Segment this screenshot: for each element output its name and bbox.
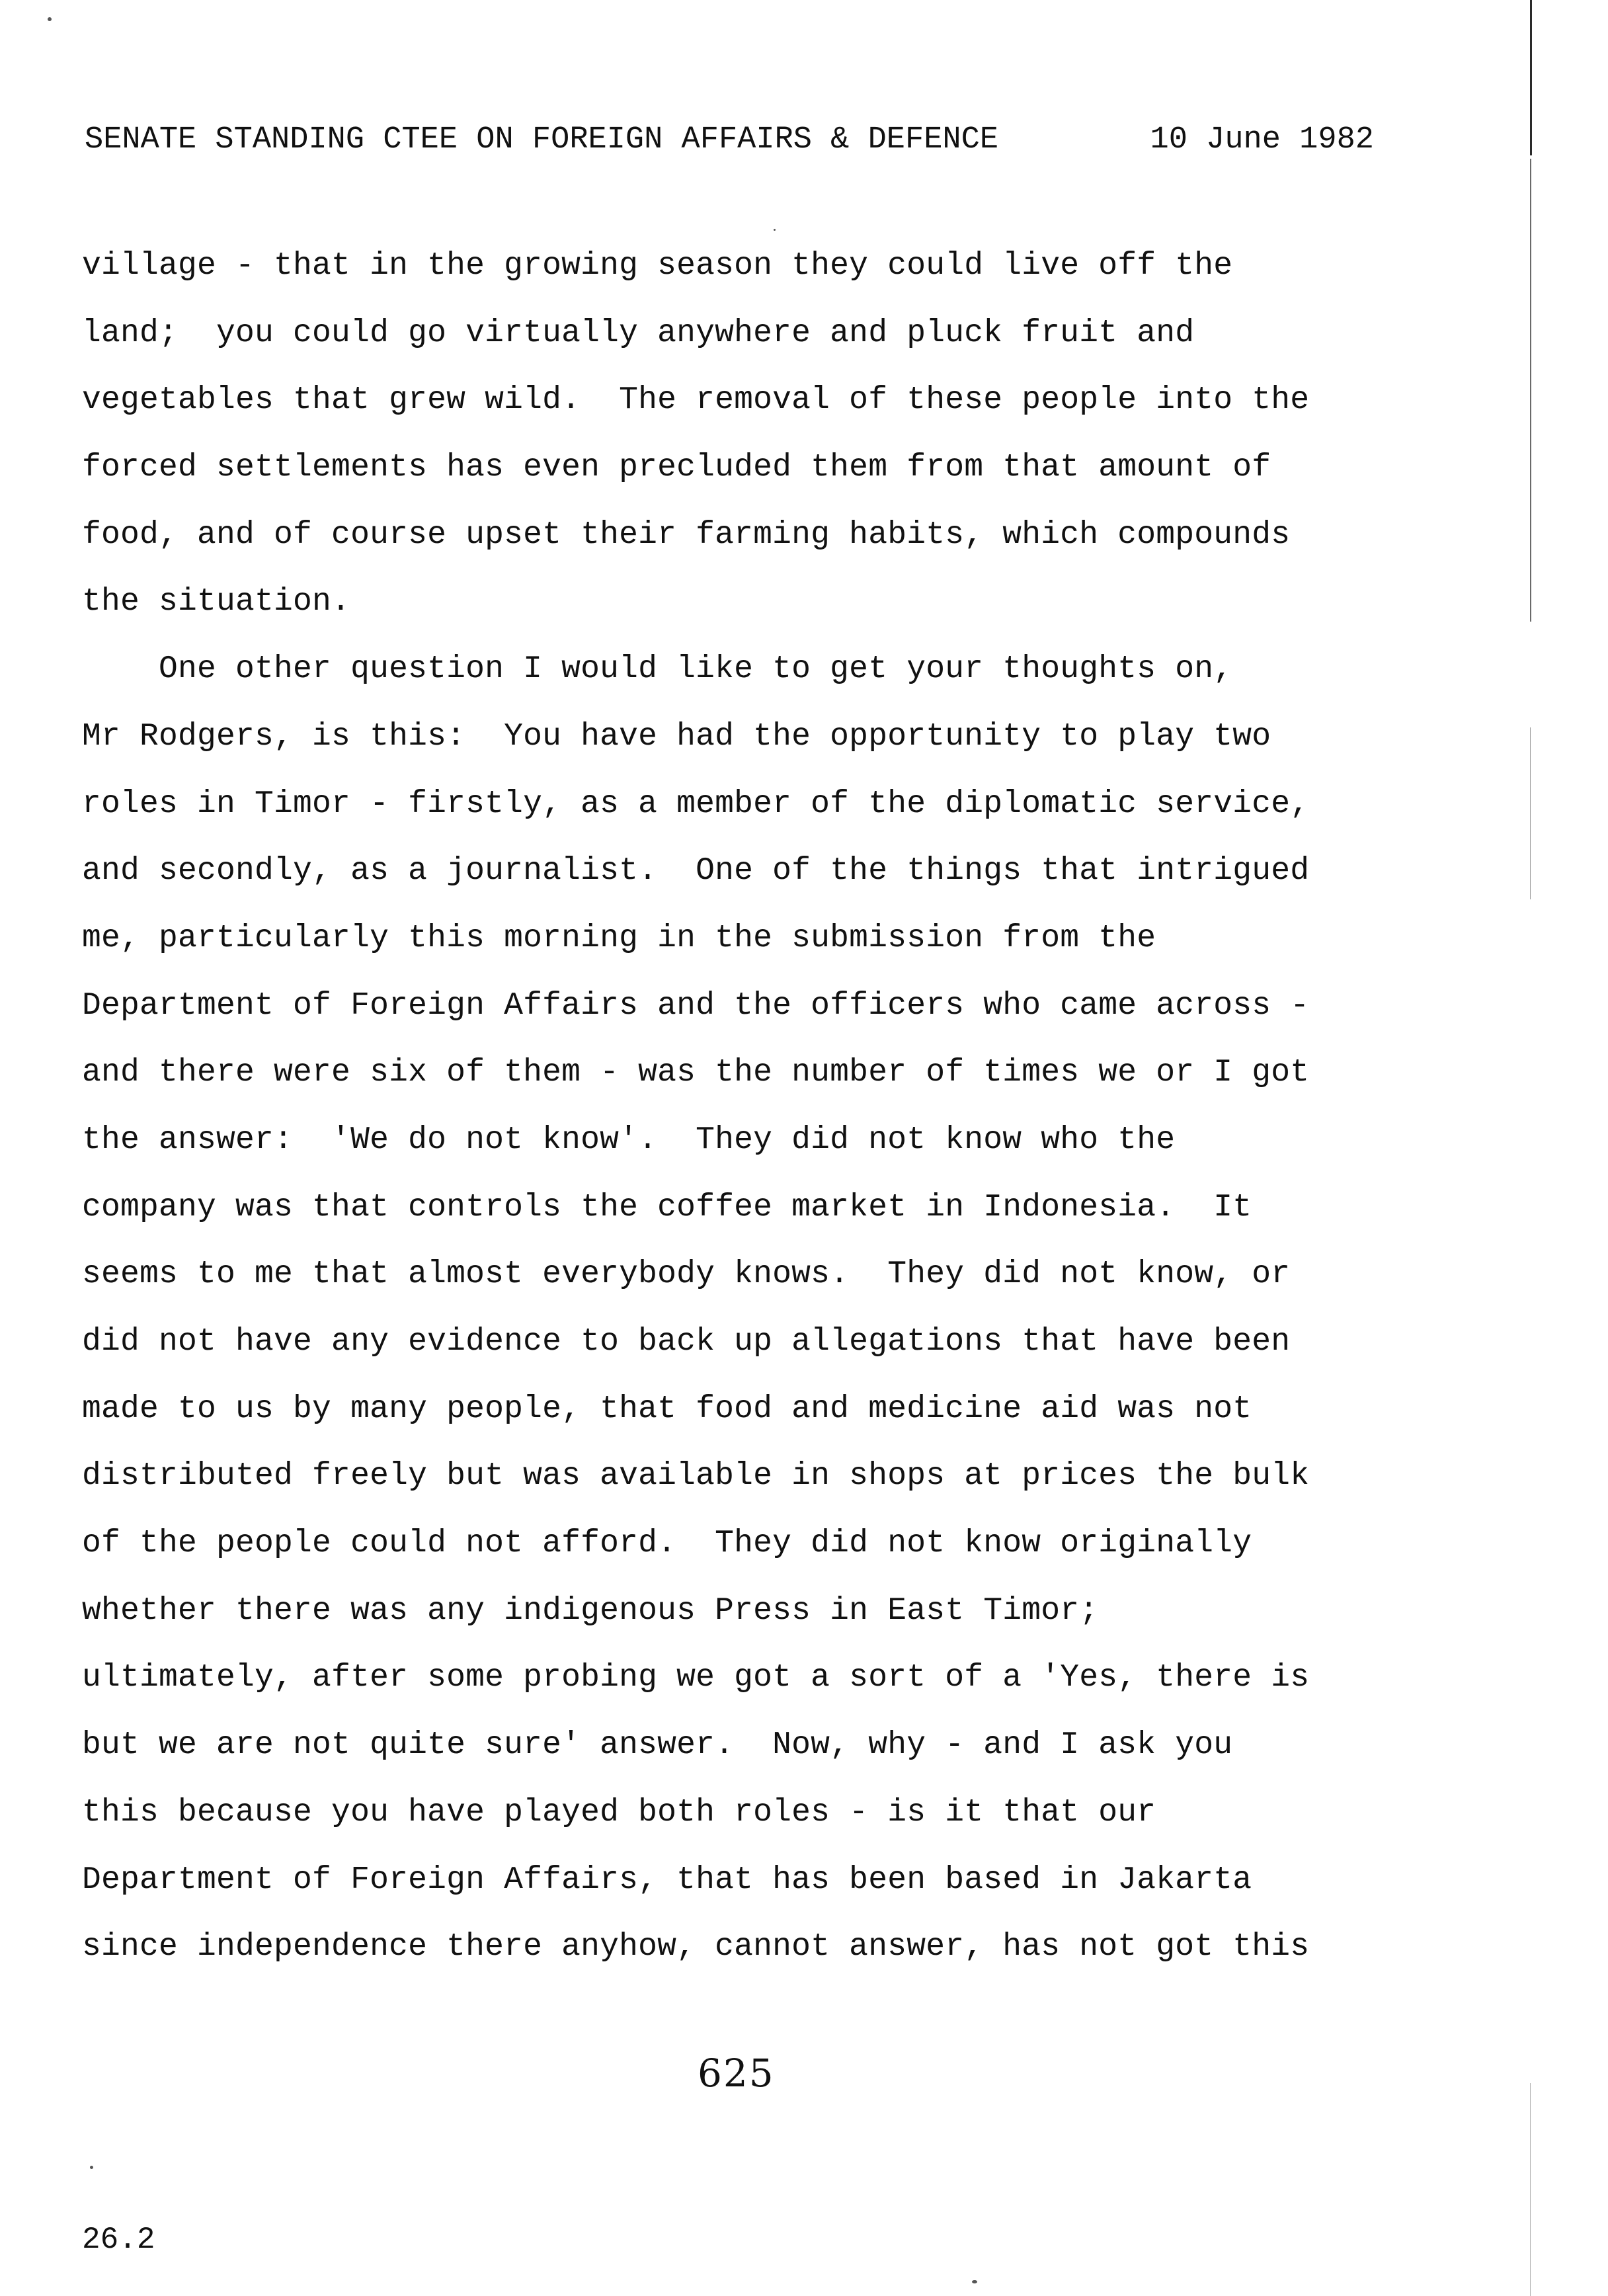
scan-speck [972, 2280, 977, 2283]
transcript-line: distributed freely but was available in shops at prices the bulk [82, 1458, 1310, 1495]
transcript-line: Mr Rodgers, is this: You have had the opportunity to play two [82, 718, 1271, 755]
transcript-line: village - that in the growing season they could live off the [82, 248, 1233, 284]
hearing-date: 10 June 1982 [1150, 122, 1374, 157]
transcript-line: and secondly, as a journalist. One of the things that intrigued [82, 853, 1310, 889]
transcript-line: whether there was any indigenous Press in East Timor; [82, 1592, 1099, 1629]
scan-speck [774, 229, 776, 231]
transcript-line: seems to me that almost everybody knows. They did not know, or [82, 1256, 1291, 1293]
transcript-line: since independence there anyhow, cannot answer, has not got this [82, 1929, 1310, 1965]
footer-reference-code: 26.2 [82, 2223, 155, 2257]
transcript-line: and there were six of them - was the number of times we or I got [82, 1055, 1310, 1091]
transcript-body [82, 245, 1404, 1993]
transcript-line: vegetables that grew wild. The removal of these people into the [82, 382, 1310, 419]
transcript-line: forced settlements has even precluded them from that amount of [82, 450, 1271, 486]
transcript-line: company was that controls the coffee market in Indonesia. It [82, 1189, 1252, 1225]
scan-speck [48, 17, 52, 21]
transcript-line: the situation. [82, 584, 351, 620]
transcript-line: this because you have played both roles - is it that our [82, 1794, 1156, 1830]
transcript-line: the answer: 'We do not know'. They did not know who the [82, 1122, 1176, 1158]
transcript-line: Department of Foreign Affairs and the officers who came across - [82, 987, 1310, 1024]
transcript-line: but we are not quite sure' answer. Now, why - and I ask you [82, 1727, 1233, 1764]
scan-speck [90, 2166, 93, 2169]
transcript-line: land; you could go virtually anywhere and pluck fruit and [82, 315, 1195, 351]
committee-title: SENATE STANDING CTEE ON FOREIGN AFFAIRS & DEFENCE [85, 122, 999, 157]
margin-rule [1530, 2083, 1531, 2296]
margin-rule [1530, 159, 1531, 622]
transcript-line: roles in Timor - firstly, as a member of the diplomatic service, [82, 786, 1310, 822]
transcript-line: food, and of course upset their farming habits, which compounds [82, 516, 1291, 553]
transcript-line: of the people could not afford. They did not know originally [82, 1526, 1252, 1562]
margin-rule [1530, 0, 1532, 155]
transcript-line: made to us by many people, that food and medicine aid was not [82, 1391, 1252, 1427]
page-number: 625 [698, 2051, 775, 2096]
margin-rule [1530, 727, 1531, 899]
transcript-line: did not have any evidence to back up allegations that have been [82, 1324, 1291, 1360]
transcript-line: me, particularly this morning in the submission from the [82, 920, 1156, 956]
transcript-line: ultimately, after some probing we got a sort of a 'Yes, there is [82, 1660, 1310, 1696]
transcript-line: One other question I would like to get your thoughts on, [82, 651, 1233, 688]
transcript-line: Department of Foreign Affairs, that has been based in Jakarta [82, 1862, 1252, 1898]
